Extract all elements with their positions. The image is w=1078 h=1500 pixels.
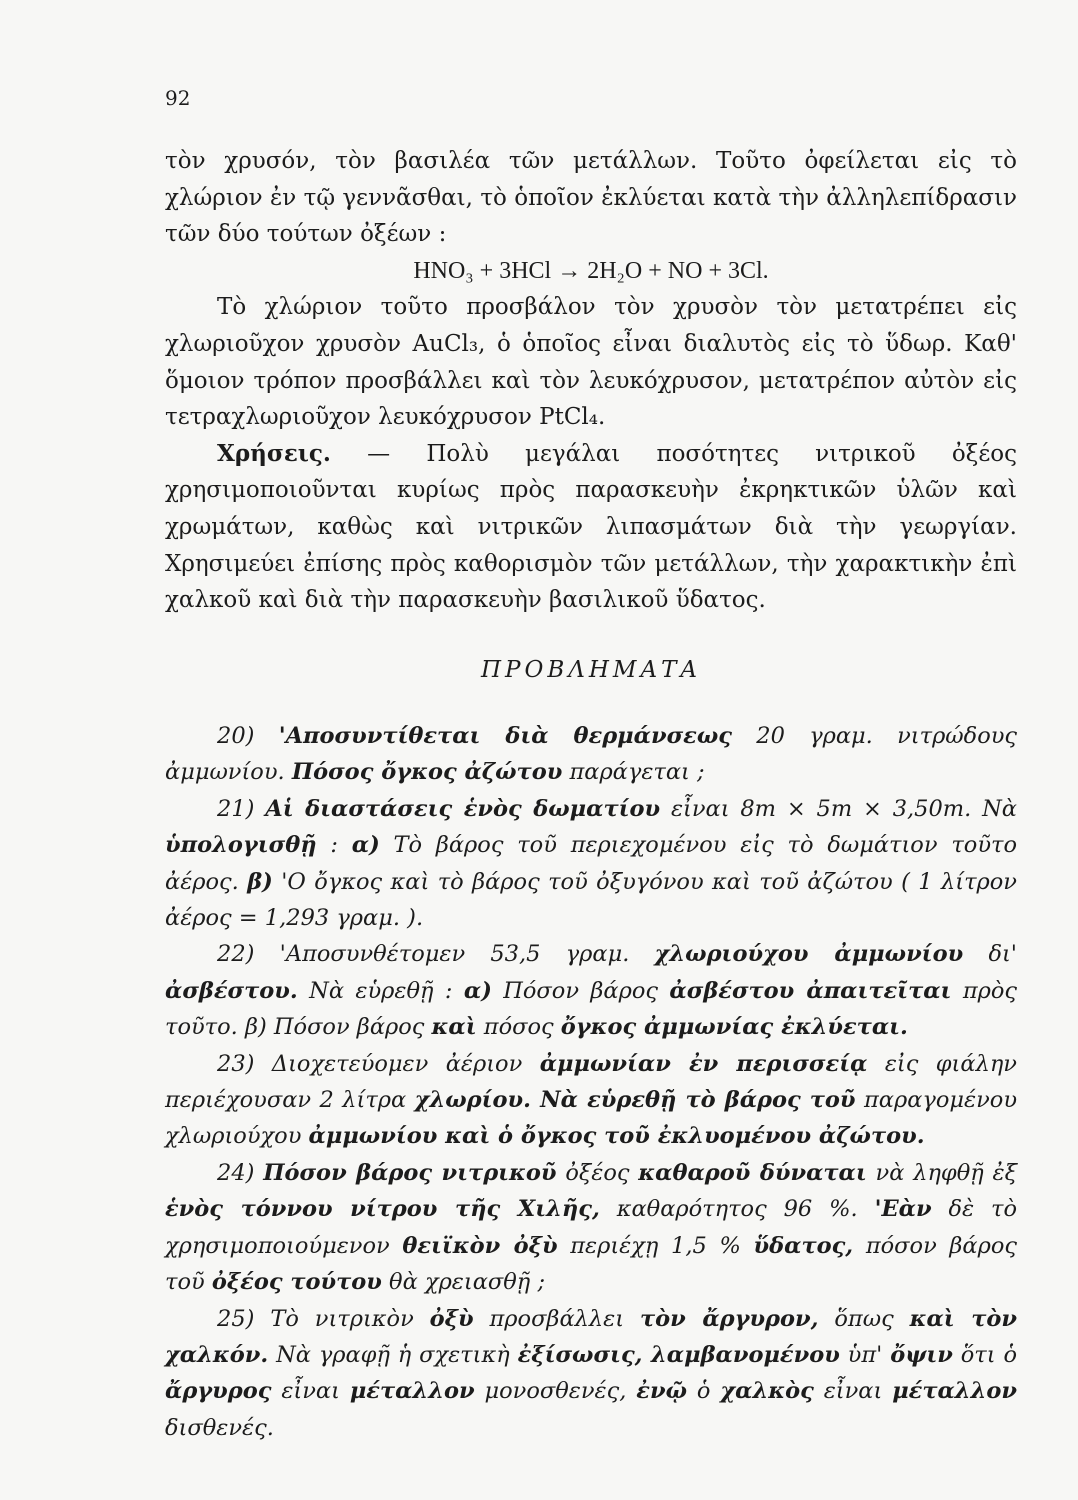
- paragraph-gold-dissolution: τὸν χρυσόν, τὸν βασιλέα τῶν μετάλλων. Τοῦτο ὀφείλεται εἰς τὸ χλώριον ἐν τῷ γεννᾶσθαι, τὸ ὁποῖον ἐκλύεται κατὰ τὴν ἀλληλεπίδρασιν τῶν δύο τούτων ὀξέων :: [165, 148, 1017, 248]
- problem-21: 21) Αἱ διαστάσεις ἑνὸς δωματίου εἶναι 8m × 5m × 3,50m. Νὰ ὑπολογισθῇ : α) Τὸ βάρος τοῦ περιεχομένου εἰς τὸ δωμάτιον τοῦτο ἀέρος. β) 'Ο ὄγκος καὶ τὸ βάρος τοῦ ὀξυγόνου καὶ τοῦ ἀζώτου ( 1 λίτρον ἀέρος = 1,293 γραμ. ).: [165, 795, 1018, 932]
- problems-section-title: ΠΡΟΒΛΗΜΑΤΑ: [480, 657, 702, 683]
- paragraph-uses: [165, 436, 1017, 619]
- uses-heading: Χρήσεις.: [217, 439, 331, 467]
- chemical-equation: HNO₃ + 3HCl → 2H₂O + NO + 3Cl.: [413, 257, 769, 284]
- problem-24: 24) Πόσον βάρος νιτρικοῦ ὀξέος καθαροῦ δύναται νὰ ληφθῇ ἐξ ἑνὸς τόννου νίτρου τῆς Χιλῆς, καθαρότητος 96 %. 'Εὰν δὲ τὸ χρησιμοποιούμενον θειϊκὸν ὀξὺ περιέχῃ 1,5 % ὕδατος, πόσον βάρος τοῦ ὀξέος τούτου θὰ χρειασθῇ ;: [165, 1159, 1017, 1296]
- uses-text: — Πολὺ μεγάλαι ποσότητες νιτρικοῦ ὀξέος χρησιμοποιοῦνται κυρίως πρὸς παρασκευὴν ἐκρηκτικῶν ὑλῶν καὶ χρωμάτων, καθὼς καὶ νιτρικῶν λιπασμάτων διὰ τὴν γεωργίαν. Χρησιμεύει ἐπίσης πρὸς καθορισμὸν τῶν μετάλλων, τὴν χαρακτικὴν ἐπὶ χαλκοῦ καὶ διὰ τὴν παρασκευὴν βασιλικοῦ ὕδατος.: [165, 440, 1017, 614]
- problem-22: 22) 'Αποσυνθέτομεν 53,5 γραμ. χλωριούχου ἀμμωνίου δι' ἀσβέστου. Νὰ εὑρεθῇ : α) Πόσον βάρος ἀσβέστου ἀπαιτεῖται πρὸς τοῦτο. β) Πόσον βάρος καὶ πόσος ὄγκος ἀμμωνίας ἐκλύεται.: [165, 941, 1017, 1041]
- problem-25: 25) Τὸ νιτρικὸν ὀξὺ προσβάλλει τὸν ἄργυρον, ὅπως καὶ τὸν χαλκόν. Νὰ γραφῇ ἡ σχετικὴ ἐξίσωσις, λαμβανομένου ὑπ' ὄψιν ὅτι ὁ ἄργυρος εἶναι μέταλλον μονοσθενές, ἐνῷ ὁ χαλκὸς εἶναι μέταλλον δισθενές.: [165, 1305, 1017, 1441]
- page-number: 92: [165, 86, 191, 110]
- problem-23: 23) Διοχετεύομεν ἀέριον ἀμμωνίαν ἐν περισσείᾳ εἰς φιάλην περιέχουσαν 2 λίτρα χλωρίου. Νὰ εὑρεθῇ τὸ βάρος τοῦ παραγομένου χλωριούχου ἀμμωνίου καὶ ὁ ὄγκος τοῦ ἐκλυομένου ἀζώτου.: [165, 1050, 1017, 1150]
- body-text: [165, 143, 1017, 619]
- problems-list: [165, 718, 1017, 1446]
- paragraph-chloride-formation: Τὸ χλώριον τοῦτο προσβάλον τὸν χρυσὸν τὸν μετατρέπει εἰς χλωριοῦχον χρυσὸν AuCl₃, ὁ ὁποῖος εἶναι διαλυτὸς εἰς τὸ ὕδωρ. Καθ' ὅμοιον τρόπον προσβάλλει καὶ τὸν λευκόχρυσον, μετατρέπον αὐτὸν εἰς τετραχλωριοῦχον λευκόχρυσον PtCl₄.: [165, 294, 1017, 431]
- problem-20: 20) 'Αποσυντίθεται διὰ θερμάνσεως 20 γραμ. νιτρώδους ἀμμωνίου. Πόσος ὄγκος ἀζώτου παράγεται ;: [165, 723, 1018, 786]
